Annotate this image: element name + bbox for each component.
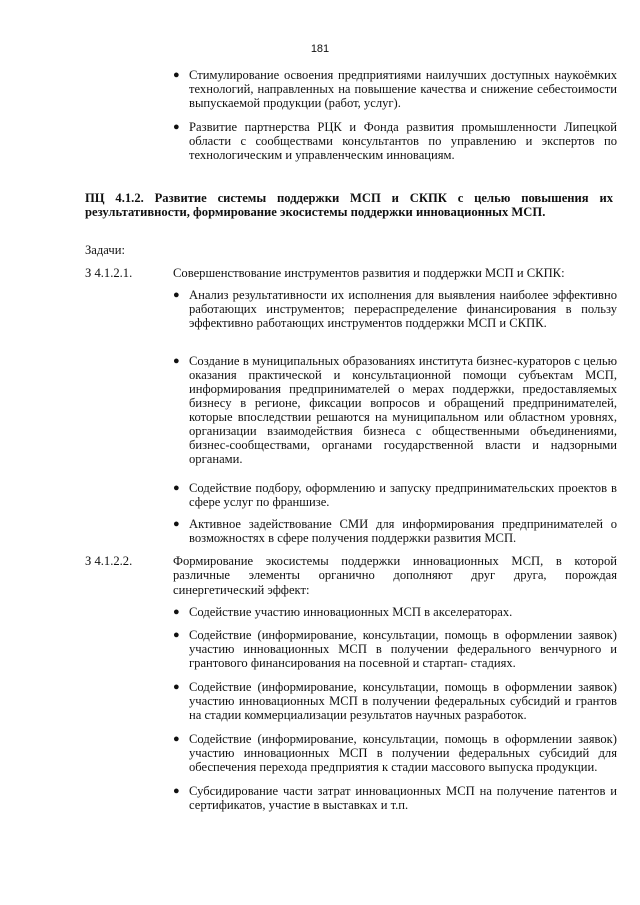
list-item-text: Стимулирование освоения предприятиями наилучших доступных наукоёмких технологий, направленных на повышение качества и снижение себестоимости выпускаемой продукции (работ, услуг). [189,68,617,110]
section-heading: ПЦ 4.1.2. Развитие системы поддержки МСП и СКПК с целью повышения их результативности, формирование экосистемы поддержки инновационных МСП. [85,191,613,220]
bullet-icon: ● [173,733,180,745]
list-item-text: Анализ результативности их исполнения для выявления наиболее эффективно работающих инструментов; перераспределение финансирования в пользу эффективно работающих инструментов поддержки МСП и СКПК. [189,288,617,330]
page-number: 181 [310,43,330,55]
list-item-text: Активное задействование СМИ для информирования предпринимателей о возможностях в сфере получения поддержки развития МСП. [189,517,617,545]
list-item-text: Содействие (информирование, консультации, помощь в оформлении заявок) участию инновационных МСП в получении федеральных субсидий для обеспечения перехода предприятия к стадии массового выпуска продукции. [189,732,617,774]
list-item-text: Содействие подбору, оформлению и запуску предпринимательских проектов в сфере услуг по франшизе. [189,481,617,509]
bullet-icon: ● [173,355,180,367]
tasks-label: Задачи: [85,243,125,257]
bullet-icon: ● [173,121,180,133]
bullet-icon: ● [173,785,180,797]
task-title: Совершенствование инструментов развития и поддержки МСП и СКПК: [173,266,565,280]
bullet-icon: ● [173,69,180,81]
list-item-text: Создание в муниципальных образованиях института бизнес-кураторов с целью оказания практической и консультационной помощи субъектам МСП, информирования предпринимателей о мерах поддержки, предоставляемых бизнесу в регионе, фиксации вопросов и обращений предпринимателей, которые впоследствии решаются на муниципальном или областном уровнях, организации взаимодействия бизнеса с общественными объединениями, бизнес-сообществами, органами государственной власти и надзорными органами. [189,354,617,466]
list-item-text: Содействие (информирование, консультации, помощь в оформлении заявок) участию инновационных МСП в получении федеральных субсидий и грантов на стадии коммерциализации результатов научных разработок. [189,680,617,722]
bullet-icon: ● [173,518,180,530]
list-item-text: Содействие (информирование, консультации, помощь в оформлении заявок) участию инновационных МСП в получении федерального венчурного и грантового финансирования на посевной и стартап- стадиях. [189,628,617,670]
task-code: З 4.1.2.2. [85,554,133,568]
list-item-text: Развитие партнерства РЦК и Фонда развития промышленности Липецкой области с сообществами консультантов по управлению и экспертов по технологическим и управленческим инновациям. [189,120,617,162]
task-code: З 4.1.2.1. [85,266,133,280]
list-item-text: Содействие участию инновационных МСП в акселераторах. [189,605,513,619]
bullet-icon: ● [173,681,180,693]
task-title: Формирование экосистемы поддержки инновационных МСП, в которой различные элементы органично дополняют друг друга, порождая синергетический эффект: [173,554,617,597]
bullet-icon: ● [173,482,180,494]
list-item-text: Субсидирование части затрат инновационных МСП на получение патентов и сертификатов, участие в выставках и т.п. [189,784,617,812]
bullet-icon: ● [173,289,180,301]
bullet-icon: ● [173,606,180,618]
bullet-icon: ● [173,629,180,641]
